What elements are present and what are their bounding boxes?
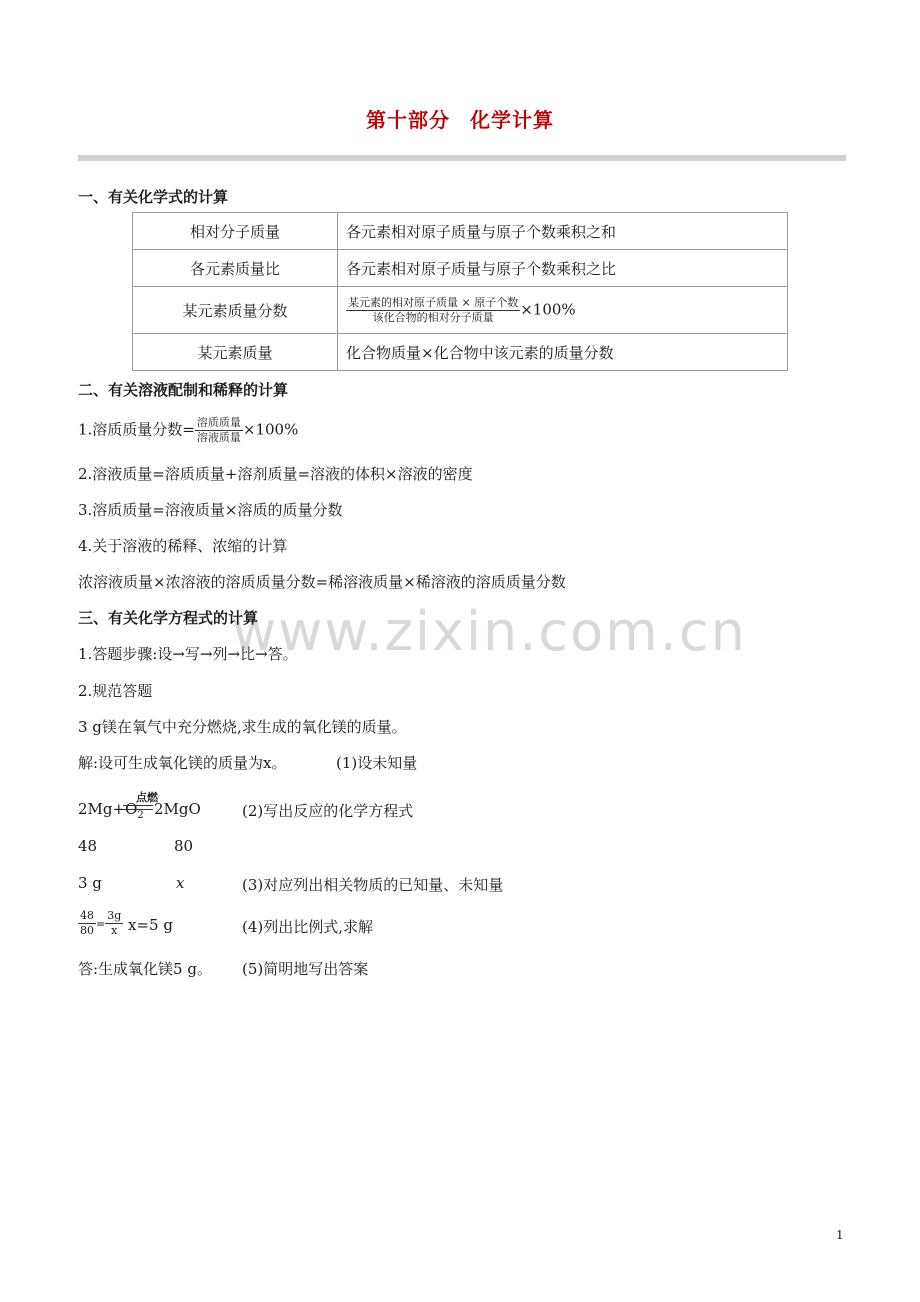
- solution-item-4: 4.关于溶液的稀释、浓缩的计算: [78, 537, 288, 555]
- table-row: [133, 213, 788, 250]
- fraction-suffix: ×100%: [242, 420, 299, 439]
- fraction-denominator: 80: [80, 924, 94, 937]
- fraction-denominator: 该化合物的相对分子质量: [372, 310, 494, 324]
- table-cell: 各元素质量比: [133, 250, 338, 287]
- final-answer: 答:生成氧化镁5 g。: [78, 960, 212, 978]
- table-cell: 某元素质量分数: [133, 287, 338, 334]
- standard-answer-label: 2.规范答题: [78, 682, 153, 700]
- solution-item-1: [78, 416, 298, 445]
- ratio-right: [105, 909, 123, 938]
- table-row: [133, 250, 788, 287]
- ratio-left: [78, 909, 96, 938]
- title-name: 化学计算: [470, 108, 554, 132]
- table-cell: 某元素质量: [133, 334, 338, 371]
- fraction-numerator: 3g: [107, 909, 122, 922]
- solution-item-2: 2.溶液质量=溶质质量+溶剂质量=溶液的体积×溶液的密度: [78, 465, 473, 483]
- solution-item-3: 3.溶质质量=溶液质量×溶质的质量分数: [78, 501, 343, 519]
- mass-mg: 48: [78, 837, 98, 855]
- solve-line: 解:设可生成氧化镁的质量为x。: [78, 754, 287, 772]
- section1-heading: 一、有关化学式的计算: [78, 188, 229, 206]
- watermark: www.zixin.com.cn: [232, 600, 747, 663]
- title-divider: [78, 155, 846, 161]
- solution-item-5: 浓溶液质量×浓溶液的溶质质量分数=稀溶液质量×稀溶液的溶质质量分数: [78, 573, 566, 591]
- ratio-result: x=5 g: [128, 916, 173, 934]
- table-row: [133, 287, 788, 334]
- section2-heading: 二、有关溶液配制和稀释的计算: [78, 381, 289, 399]
- table-row: [133, 334, 788, 371]
- mass-fraction-formula: [346, 296, 520, 325]
- given-mg: 3 g: [78, 874, 102, 892]
- fraction-denominator: 溶液质量: [196, 431, 241, 444]
- given-x: x: [176, 874, 185, 892]
- answer-steps: 1.答题步骤:设→写→列→比→答。: [78, 645, 298, 663]
- equation-left: [78, 800, 144, 821]
- equation-right: 2MgO: [154, 800, 201, 818]
- reaction-condition: 点燃: [136, 791, 158, 804]
- section3-heading: 三、有关化学方程式的计算: [78, 609, 259, 627]
- fraction-numerator: 溶质质量: [196, 416, 241, 429]
- step-note-1: (1)设未知量: [336, 754, 418, 772]
- fraction-numerator: 48: [80, 909, 94, 922]
- page-number: 1: [836, 1228, 844, 1242]
- fraction-suffix: ×100%: [520, 300, 576, 318]
- table-cell: 相对分子质量: [133, 213, 338, 250]
- equation-reactants: 2Mg+O: [78, 800, 138, 818]
- step-note-4: (4)列出比例式,求解: [242, 918, 374, 936]
- fraction-numerator: 某元素的相对原子质量 × 原子个数: [348, 295, 519, 309]
- step-note-3: (3)对应列出相关物质的已知量、未知量: [242, 876, 504, 894]
- mass-mgo: 80: [174, 837, 194, 855]
- formula-table: [132, 212, 788, 371]
- step-note-5: (5)简明地写出答案: [242, 960, 369, 978]
- ratio-expression: [78, 909, 123, 938]
- equation-subscript: 2: [137, 810, 144, 821]
- table-cell: [338, 287, 788, 334]
- table-cell: 各元素相对原子质量与原子个数乘积之比: [338, 250, 788, 287]
- table-cell: 各元素相对原子质量与原子个数乘积之和: [338, 213, 788, 250]
- table-cell: 化合物质量×化合物中该元素的质量分数: [338, 334, 788, 371]
- concentration-fraction: [195, 416, 243, 445]
- equation-double-line: [123, 805, 153, 810]
- item-text: 1.溶质质量分数=: [78, 420, 195, 439]
- ratio-equals: =: [96, 917, 106, 931]
- title-part: 第十部分: [366, 108, 450, 132]
- problem-statement: 3 g镁在氧气中充分燃烧,求生成的氧化镁的质量。: [78, 718, 407, 736]
- page-title: [0, 104, 920, 133]
- step-note-2: (2)写出反应的化学方程式: [242, 802, 414, 820]
- fraction-denominator: x: [111, 924, 118, 937]
